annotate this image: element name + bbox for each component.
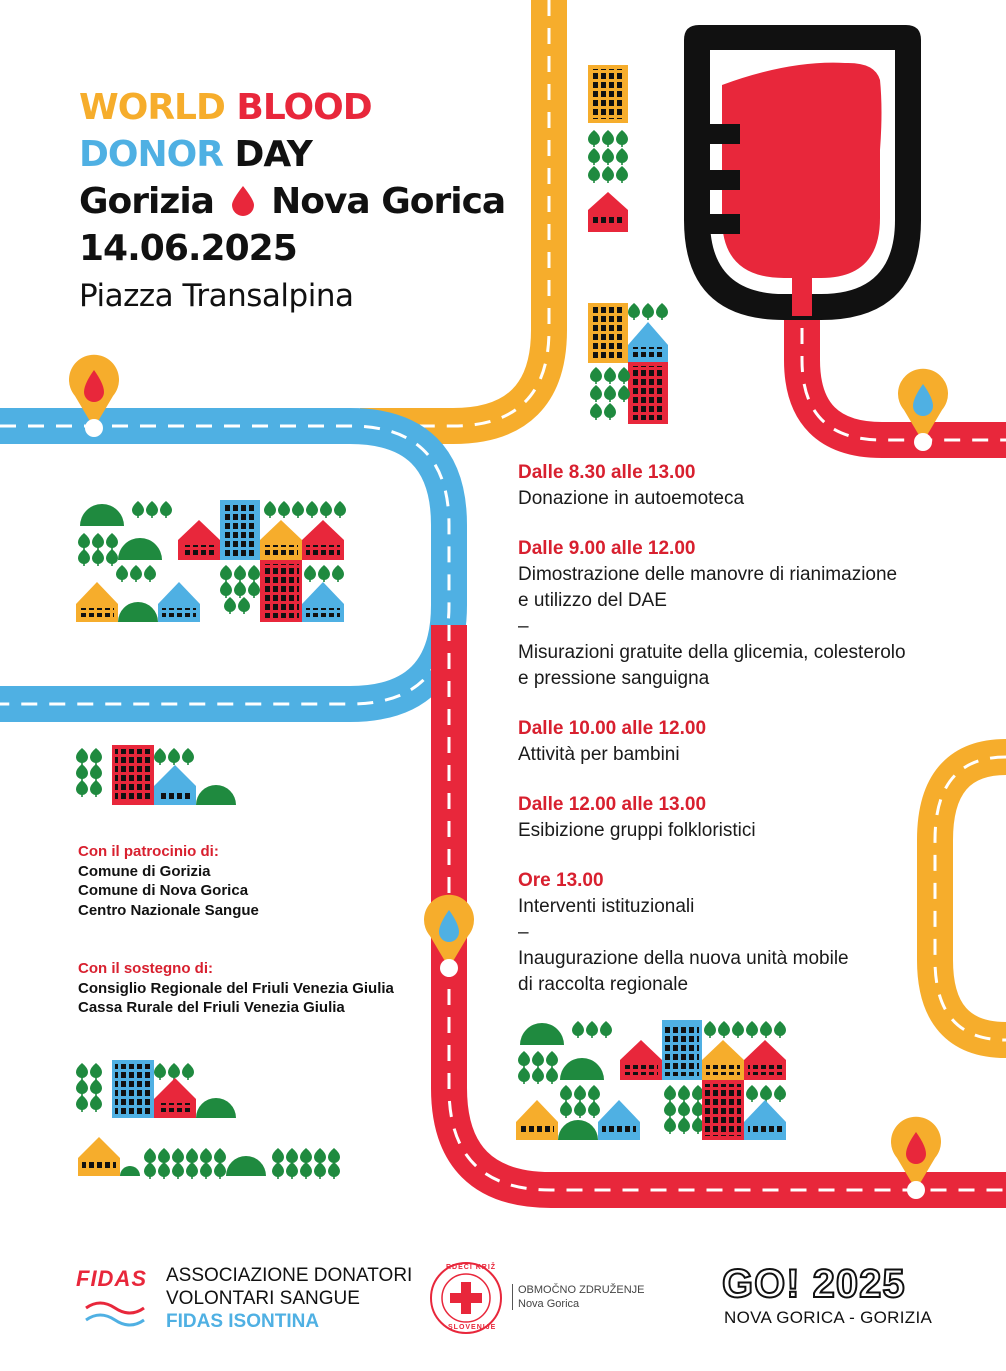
- title-line-1: [79, 84, 505, 131]
- fidas-wave-icon: [80, 1298, 150, 1328]
- red-cross-ring-bottom: SLOVENIJE: [448, 1324, 497, 1331]
- support-heading: Con il sostegno di:: [78, 960, 213, 977]
- schedule-time: Dalle 9.00 alle 12.00: [518, 538, 696, 559]
- blue-road: [0, 426, 449, 704]
- town-top-column: [588, 65, 668, 424]
- schedule-desc: Misurazioni gratuite della glicemia, colesterolo: [518, 642, 906, 663]
- patronage: [78, 842, 259, 920]
- schedule-time: Ore 13.00: [518, 870, 604, 891]
- town-left-lower: [76, 745, 236, 805]
- fidas-mark: FIDAS: [76, 1266, 147, 1291]
- schedule-item: [518, 536, 958, 692]
- title-world: WORLD: [79, 87, 225, 128]
- red-cross-logo: [428, 1262, 668, 1334]
- fidas-logo: [76, 1262, 413, 1334]
- title-donor: DONOR: [79, 134, 223, 175]
- support: [78, 959, 394, 1018]
- schedule-item: [518, 868, 958, 998]
- town-bottom-right: [516, 1020, 786, 1140]
- patronage-item: Comune di Nova Gorica: [78, 882, 249, 899]
- schedule-desc: e pressione sanguigna: [518, 668, 710, 689]
- schedule-item: [518, 792, 958, 844]
- schedule: [518, 460, 958, 998]
- fidas-line-2: VOLONTARI SANGUE: [166, 1288, 360, 1309]
- title-day: DAY: [234, 134, 312, 175]
- title-blood: BLOOD: [236, 87, 372, 128]
- go2025-logo: [722, 1262, 938, 1334]
- schedule-separator: –: [518, 616, 529, 637]
- patronage-item: Centro Nazionale Sangue: [78, 901, 259, 919]
- support-item: Consiglio Regionale del Friuli Venezia Giulia: [78, 979, 394, 997]
- red-road-right: [802, 300, 1006, 440]
- patronage-item: Comune di Gorizia: [78, 862, 211, 880]
- schedule-desc: Dimostrazione delle manovre di rianimazione: [518, 564, 898, 585]
- town-left-middle: [76, 500, 346, 622]
- fidas-line-3: FIDAS ISONTINA: [166, 1311, 320, 1332]
- town-bottom-left: [76, 1060, 340, 1179]
- schedule-desc: Interventi istituzionali: [518, 896, 695, 917]
- city-right: Nova Gorica: [271, 181, 506, 222]
- support-item: Cassa Rurale del Friuli Venezia Giulia: [78, 999, 345, 1016]
- go2025-mark: GO! 2025: [722, 1262, 906, 1306]
- fidas-line-1: ASSOCIAZIONE DONATORI: [166, 1265, 413, 1286]
- cities-line: [79, 178, 505, 225]
- red-cross-ring-top: RDEČI KRIŽ: [446, 1264, 497, 1271]
- schedule-item: [518, 460, 958, 512]
- schedule-desc: Attività per bambini: [518, 744, 680, 765]
- schedule-separator: –: [518, 922, 529, 943]
- schedule-time: Dalle 10.00 alle 12.00: [518, 718, 707, 739]
- city-left: Gorizia: [79, 181, 214, 222]
- schedule-time: Dalle 8.30 alle 13.00: [518, 462, 696, 483]
- schedule-desc: Donazione in autoemoteca: [518, 488, 745, 509]
- schedule-desc: Esibizione gruppi folkloristici: [518, 820, 756, 841]
- header: [79, 84, 505, 318]
- schedule-desc: Inaugurazione della nuova unità mobile: [518, 948, 849, 969]
- go2025-subtitle: NOVA GORICA - GORIZIA: [724, 1308, 933, 1327]
- blood-drop-icon: [230, 184, 256, 216]
- schedule-desc: di raccolta regionale: [518, 974, 689, 995]
- blood-bag-icon: [684, 25, 921, 320]
- red-cross-divider: [512, 1284, 513, 1310]
- event-date: 14.06.2025: [79, 228, 297, 269]
- schedule-item: [518, 716, 958, 768]
- schedule-desc: e utilizzo del DAE: [518, 590, 667, 611]
- event-place: Piazza Transalpina: [79, 278, 354, 314]
- patronage-heading: Con il patrocinio di:: [78, 843, 219, 860]
- schedule-time: Dalle 12.00 alle 13.00: [518, 794, 707, 815]
- red-cross-line-2: Nova Gorica: [518, 1298, 580, 1310]
- red-cross-line-1: OBMOČNO ZDRUŽENJE: [518, 1284, 645, 1296]
- title-line-2: [79, 131, 505, 178]
